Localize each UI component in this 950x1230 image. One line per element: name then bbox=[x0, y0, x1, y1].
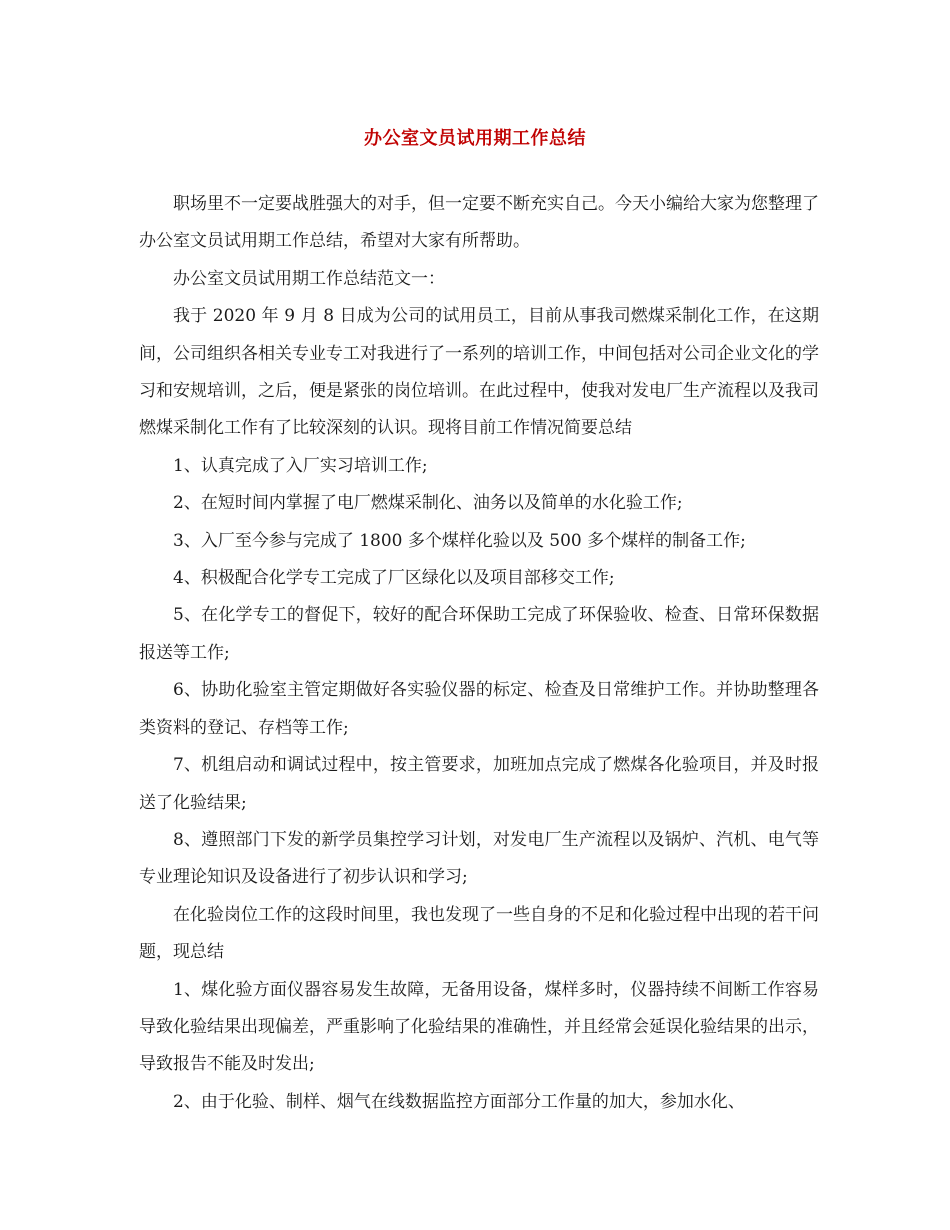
list-item: 5、在化学专工的督促下，较好的配合环保助工完成了环保验收、检查、日常环保数据报送等工作; bbox=[139, 605, 819, 663]
paragraph-intro: 职场里不一定要战胜强大的对手，但一定要不断充实自己。今天小编给大家为您整理了办公室文员试用期工作总结，希望对大家有所帮助。 bbox=[139, 194, 819, 252]
paragraph-sample-heading: 办公室文员试用期工作总结范文一： bbox=[173, 268, 445, 289]
list-item: 2、在短时间内掌握了电厂燃煤采制化、油务以及简单的水化验工作; bbox=[173, 493, 683, 514]
paragraph-problems-intro: 在化验岗位工作的这段时间里，我也发现了一些自身的不足和化验过程中出现的若干问题，现总结 bbox=[139, 904, 819, 963]
list-item: 3、入厂至今参与完成了 1800 多个煤样化验以及 500 多个煤样的制备工作; bbox=[173, 530, 746, 551]
list-item: 6、协助化验室主管定期做好各实验仪器的标定、检查及日常维护工作。并协助整理各类资料的登记、存档等工作; bbox=[139, 680, 819, 738]
document-body bbox=[139, 186, 819, 1121]
list-item: 7、机组启动和调试过程中，按主管要求，加班加点完成了燃煤各化验项目，并及时报送了化验结果; bbox=[139, 755, 819, 813]
list-item: 1、认真完成了入厂实习培训工作; bbox=[173, 455, 428, 476]
list-item: 1、煤化验方面仪器容易发生故障，无备用设备，煤样多时，仪器持续不间断工作容易导致化验结果出现偏差，严重影响了化验结果的准确性，并且经常会延误化验结果的出示，导致报告不能及时发出; bbox=[139, 979, 819, 1075]
paragraph-overview: 我于 2020 年 9 月 8 日成为公司的试用员工，目前从事我司燃煤采制化工作，在这期间，公司组织各相关专业专工对我进行了一系列的培训工作，中间包括对公司企业文化的学习和安规培训，之后，便是紧张的岗位培训。在此过程中，使我对发电厂生产流程以及我司燃煤采制化工作有了比较深刻的认识。现将目前工作情况简要总结 bbox=[139, 306, 819, 439]
document-title: 办公室文员试用期工作总结 bbox=[364, 128, 586, 149]
list-item: 8、遵照部门下发的新学员集控学习计划，对发电厂生产流程以及锅炉、汽机、电气等专业理论知识及设备进行了初步认识和学习; bbox=[139, 829, 819, 888]
list-item: 4、积极配合化学专工完成了厂区绿化以及项目部移交工作; bbox=[173, 568, 615, 589]
list-item: 2、由于化验、制样、烟气在线数据监控方面部分工作量的加大，参加水化、 bbox=[173, 1091, 745, 1112]
